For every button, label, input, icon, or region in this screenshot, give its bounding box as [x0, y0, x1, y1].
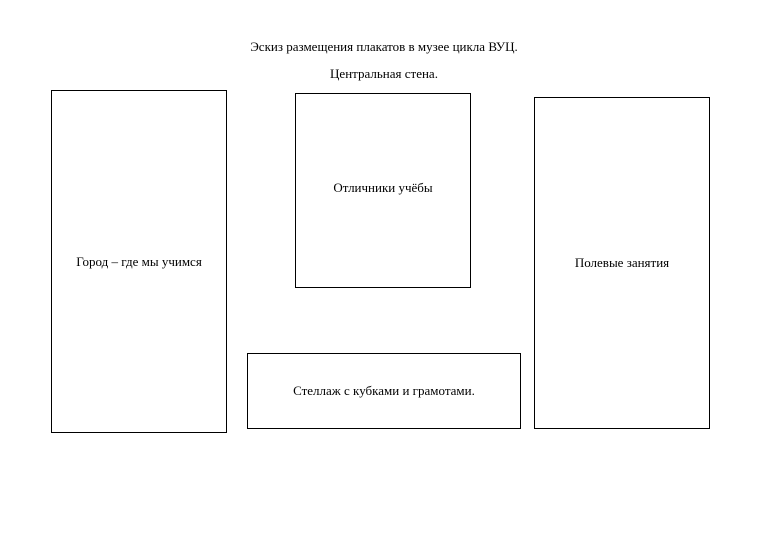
trophy-rack-box-label: Стеллаж с кубками и грамотами. — [293, 383, 475, 398]
diagram-subtitle: Центральная стена. — [330, 66, 438, 81]
poster-box-excellent-students — [295, 93, 471, 288]
poster-box-city — [51, 90, 227, 433]
poster-box-city-label: Город – где мы учимся — [76, 253, 202, 269]
trophy-rack-box — [247, 353, 521, 429]
poster-box-excellent-students-label: Отличники учёбы — [333, 180, 433, 195]
poster-box-field-exercises — [534, 97, 710, 429]
diagram-title: Эскиз размещения плакатов в музее цикла ВУЦ. — [250, 39, 518, 54]
poster-box-field-exercises-label: Полевые занятия — [574, 255, 670, 270]
